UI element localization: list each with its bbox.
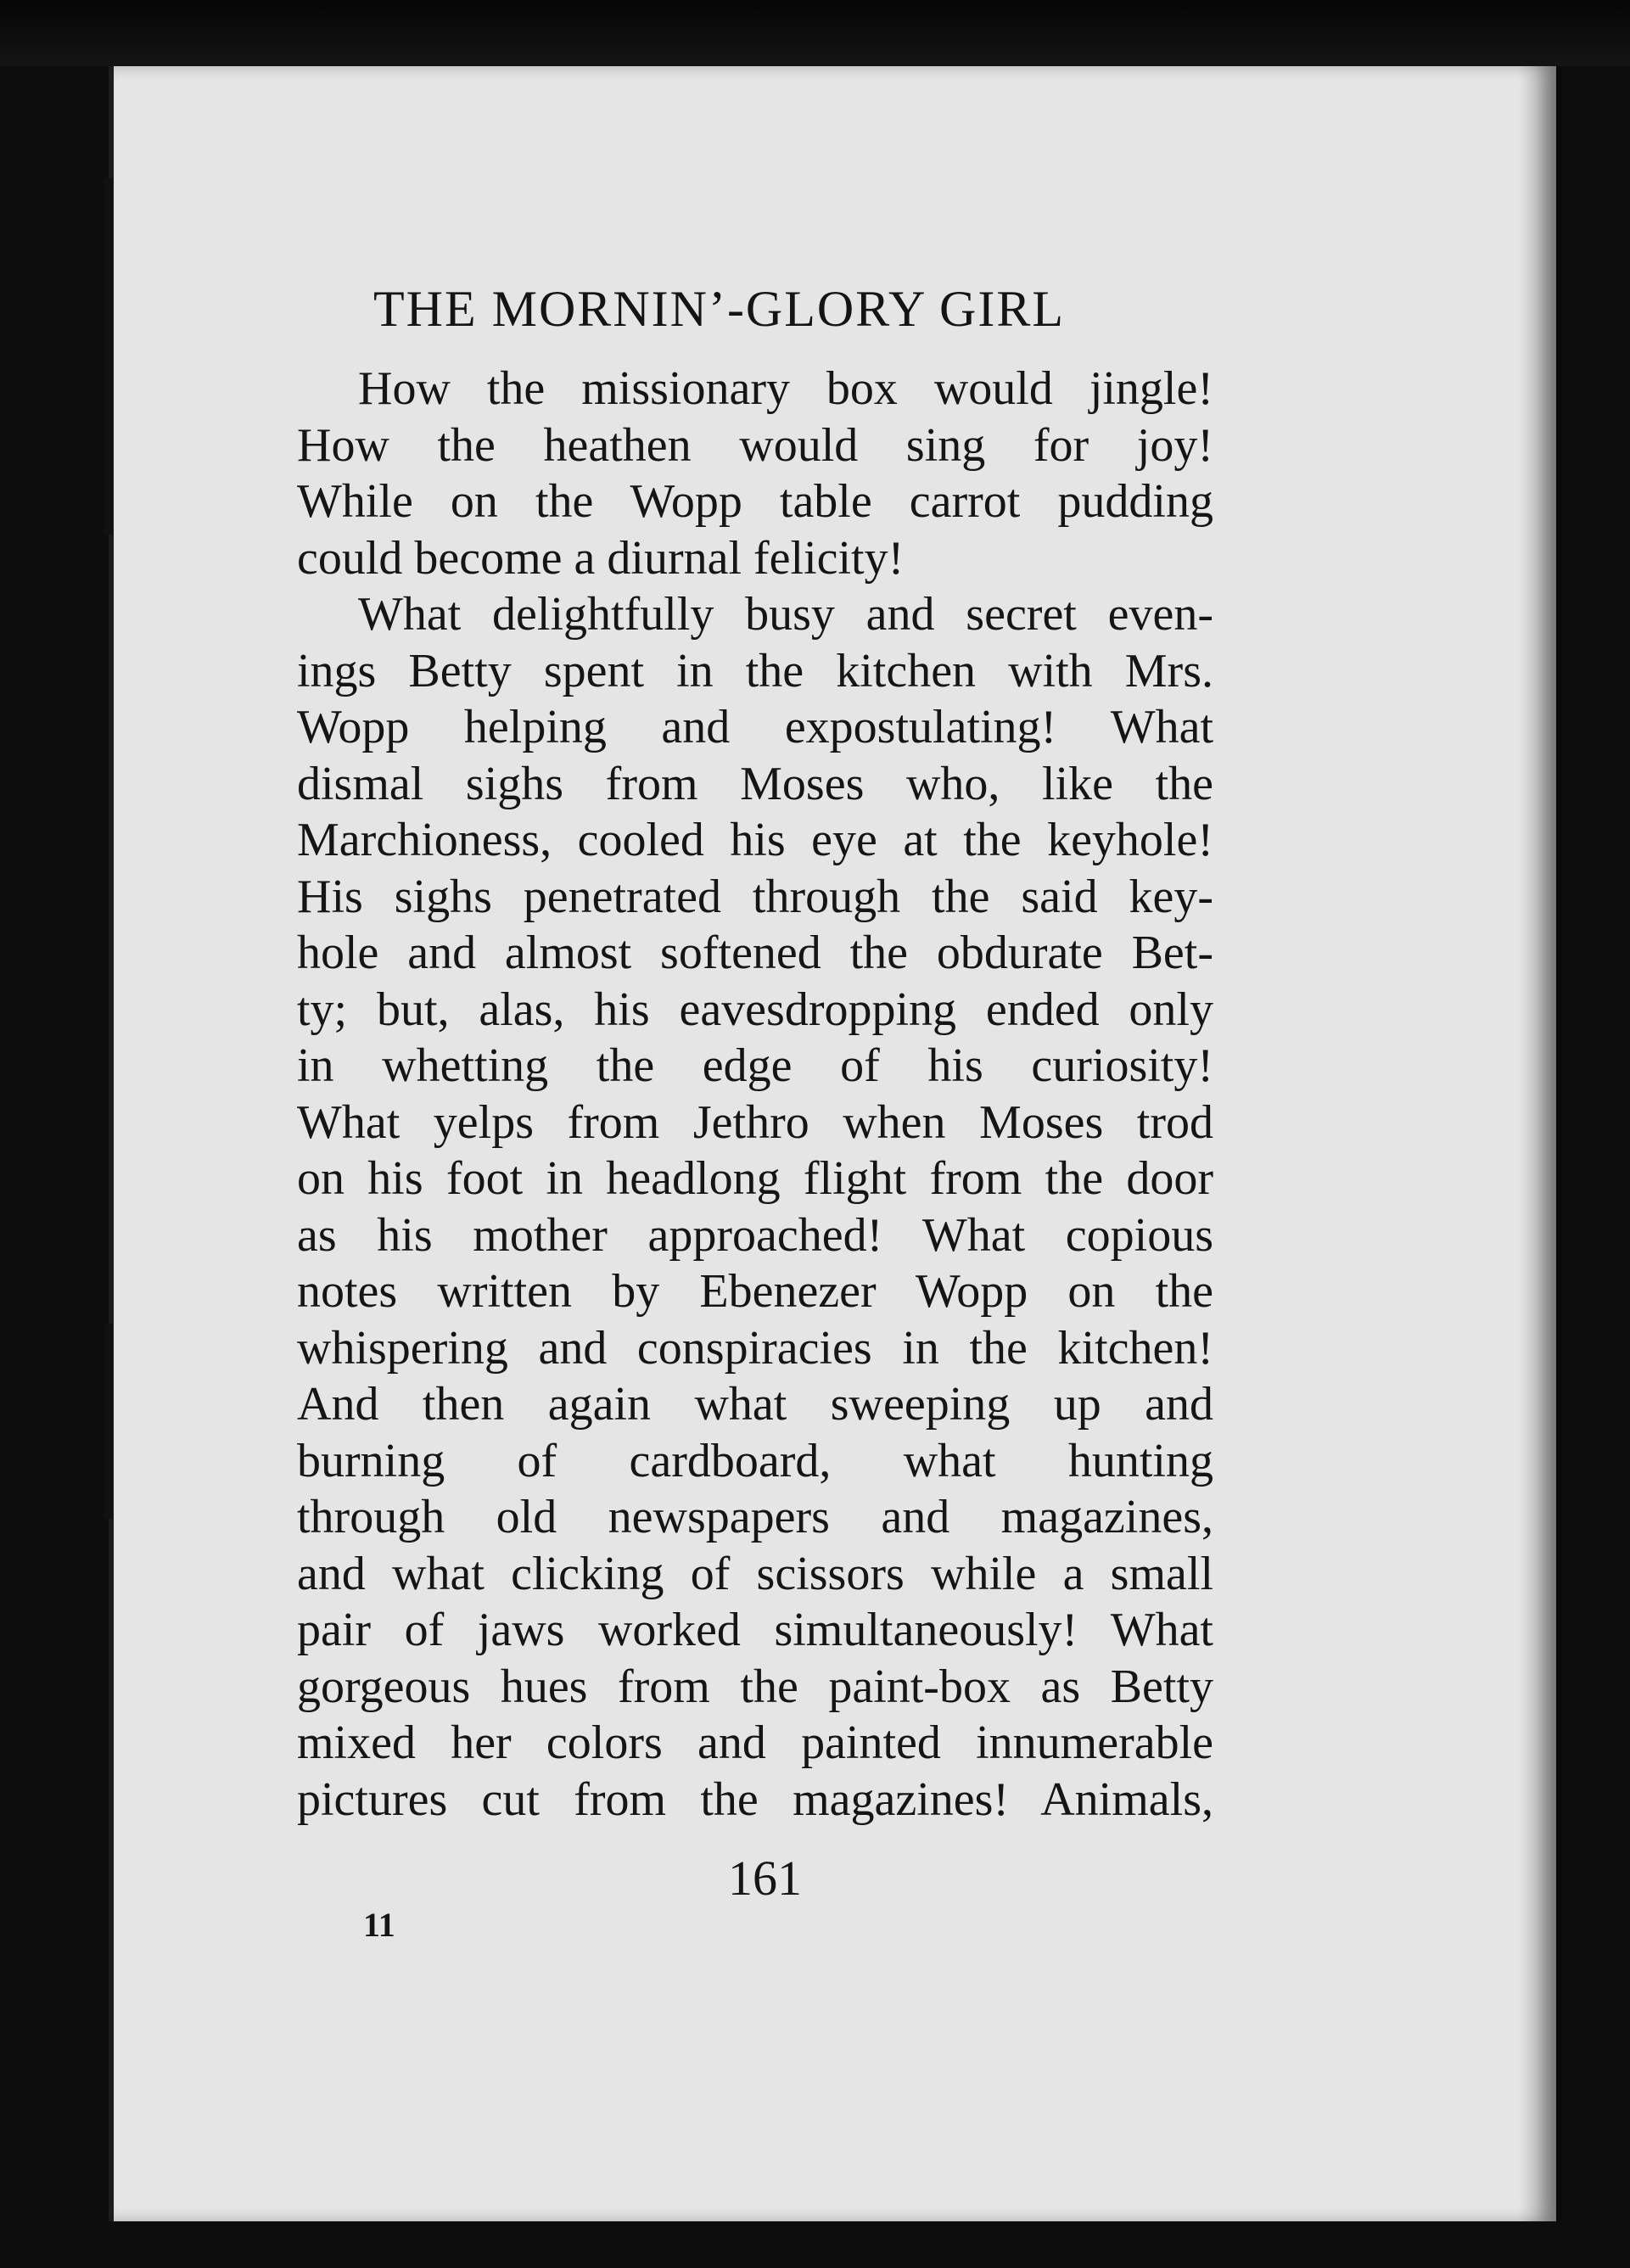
- text-line: notes written by Ebenezer Wopp on the: [297, 1265, 1213, 1318]
- text-line: ings Betty spent in the kitchen with Mrs.: [297, 644, 1213, 697]
- text-line: What delightfully busy and secret even-: [358, 588, 1213, 641]
- text-line: on his foot in headlong flight from the door: [297, 1152, 1213, 1205]
- text-line: and what clicking of scissors while a small: [297, 1547, 1213, 1600]
- text-line: mixed her colors and painted innumerable: [297, 1716, 1213, 1769]
- text-line: as his mother approached! What copious: [297, 1208, 1213, 1262]
- text-line: Marchioness, cooled his eye at the keyhole!: [297, 814, 1213, 866]
- text-line: Wopp helping and expostulating! What: [297, 701, 1213, 753]
- text-line: And then again what sweeping up and: [297, 1378, 1213, 1431]
- text-line: While on the Wopp table carrot pudding: [297, 475, 1213, 528]
- text-line: dismal sighs from Moses who, like the: [297, 757, 1213, 810]
- text-line: through old newspapers and magazines,: [297, 1491, 1213, 1543]
- text-line: pair of jaws worked simultaneously! What: [297, 1604, 1213, 1656]
- text-line: whispering and conspiracies in the kitchen!: [297, 1321, 1213, 1375]
- text-line: gorgeous hues from the paint-box as Betty: [297, 1660, 1213, 1713]
- text-line: in whetting the edge of his curiosity!: [297, 1039, 1213, 1092]
- text-line: How the missionary box would jingle!: [358, 362, 1213, 415]
- body-text: [297, 361, 1213, 1828]
- text-line: How the heathen would sing for joy!: [297, 418, 1213, 472]
- gutter-mark: [104, 1324, 113, 1519]
- page-number: 161: [728, 1851, 802, 1906]
- text-line: His sighs penetrated through the said key-: [297, 870, 1213, 923]
- gutter-mark: [104, 178, 113, 535]
- text-line: pictures cut from the magazines! Animals,: [297, 1772, 1213, 1826]
- signature-mark: 11: [363, 1906, 395, 1944]
- page-edge-shadow: [1519, 66, 1561, 2221]
- text-line: could become a diurnal felicity!: [297, 531, 905, 585]
- scan-top-border: [0, 0, 1630, 66]
- text-line: hole and almost softened the obdurate Bet-: [297, 927, 1213, 979]
- text-line: burning of cardboard, what hunting: [297, 1434, 1213, 1487]
- running-header: THE MORNIN’-GLORY GIRL: [373, 281, 1066, 337]
- text-line: What yelps from Jethro when Moses trod: [297, 1095, 1213, 1149]
- text-line: ty; but, alas, his eavesdropping ended only: [297, 983, 1213, 1036]
